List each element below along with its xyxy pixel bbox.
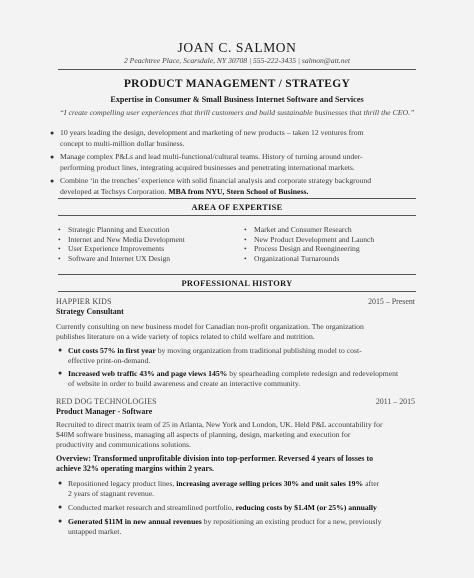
achievement-item: [58, 346, 418, 366]
job-dates: 2015 – Present: [368, 297, 415, 306]
expertise-label: Market and Consumer Research: [254, 225, 352, 234]
summary-line: Combine ‘in the trenches’ experience with solid financial analysis and corporate strategy background: [60, 176, 372, 185]
expertise-label: User Experience Improvements: [68, 244, 165, 253]
achievement-item: [58, 503, 418, 513]
expertise-label: Software and Internet UX Design: [68, 253, 171, 263]
summary-line: concept to multi-million dollar business.: [60, 138, 185, 148]
bullet-icon: ●: [50, 153, 55, 161]
bullet-icon: ●: [58, 479, 63, 487]
bullet-icon: •: [58, 234, 61, 244]
description-line: Currently consulting on new business model for Canadian non-profit organization. The organization: [56, 322, 364, 331]
resume-subtitle: Expertise in Consumer & Small Business Internet Software and Services: [110, 95, 364, 104]
overview-line: Overview: Transformed unprofitable division into top-performer. Reversed 4 years of losses to: [56, 454, 374, 463]
expertise-label: Strategic Planning and Execution: [68, 225, 170, 234]
expertise-item: [244, 225, 374, 235]
achievement-highlight: Increased web traffic 43% and page views 145%: [68, 369, 228, 378]
job-description: [56, 322, 416, 342]
bullet-icon: •: [244, 244, 247, 253]
achievement-text: by repositioning an existing product for a new, previously: [201, 517, 382, 526]
history-bottom-divider: [58, 291, 416, 292]
achievement-line: effective print-on-demand.: [68, 355, 151, 365]
summary-line: performing product lines, integrating acquired businesses and penetrating international markets.: [60, 162, 355, 172]
achievement-line: [68, 479, 418, 489]
job-role: Product Manager - Software: [56, 407, 153, 416]
achievement-line: untapped market.: [68, 526, 122, 536]
bullet-icon: ●: [58, 346, 63, 354]
expertise-left-column: [58, 225, 185, 263]
summary-highlight: MBA from NYU, Stern School of Business.: [168, 186, 309, 196]
achievement-highlight: Cut costs 57% in first year: [68, 346, 156, 355]
bullet-icon: ●: [50, 129, 55, 137]
achievement-highlight: reducing costs by $1.4M (or 25%) annually: [235, 503, 377, 512]
resume-title: PRODUCT MANAGEMENT / STRATEGY: [123, 78, 351, 90]
contact-line: 2 Peachtree Place, Scarsdale, NY 30708 | 555-222-3435 | salmon@att.net: [123, 56, 350, 65]
achievement-text: by spearheading complete redesign and redevelopment: [227, 369, 399, 378]
achievement-highlight: increasing average selling prices 30% and unit sales 19%: [176, 479, 364, 488]
personal-quote: “I create compelling user experiences that thrill customers and build sustainable businesses that thrill the CEO.”: [59, 108, 415, 117]
expertise-label: New Product Development and Launch: [254, 234, 375, 244]
bullet-icon: ●: [50, 177, 55, 185]
achievement-line: [68, 517, 418, 527]
summary-item: [50, 128, 405, 149]
summary-item: [50, 152, 405, 173]
achievement-text: Conducted market research and streamlined portfolio,: [68, 503, 236, 512]
history-top-divider: [58, 274, 416, 275]
expertise-label: Internet and New Media Development: [68, 234, 185, 244]
achievement-line: [68, 503, 418, 513]
achievement-item: [58, 479, 418, 499]
bullet-icon: ●: [58, 503, 63, 511]
job-dates: 2011 – 2015: [375, 397, 415, 406]
description-line: productivity and communications solutions.: [56, 439, 191, 449]
achievement-line: [68, 369, 418, 379]
header-divider: [58, 69, 416, 70]
overview-line: achieve 32% operating margins within 2 years.: [56, 464, 215, 474]
achievement-text: Repositioned legacy product lines,: [68, 479, 177, 488]
job-role: Strategy Consultant: [56, 307, 124, 316]
candidate-name: JOAN C. SALMON: [177, 40, 297, 55]
expertise-item: [58, 254, 185, 264]
achievement-item: [58, 369, 418, 389]
summary-text: developed at Techsys Corporation.: [60, 186, 169, 196]
achievement-item: [58, 517, 418, 537]
description-line: Recruited to direct matrix team of 25 in Atlanta, New York and London, UK. Held P&L accountability for: [56, 420, 383, 429]
achievement-line: of website in order to build awareness and create an interactive community.: [68, 378, 301, 388]
bullet-icon: ●: [58, 517, 63, 525]
expertise-item: [58, 225, 185, 235]
expertise-item: [244, 254, 374, 264]
achievement-text: by moving organization from traditional publishing model to cost-: [155, 346, 362, 355]
expertise-item: [58, 235, 185, 245]
bullet-icon: •: [244, 225, 247, 234]
expertise-heading: AREA OF EXPERTISE: [191, 203, 283, 212]
expertise-label: Organizational Turnarounds: [254, 253, 340, 263]
company-name: RED DOG TECHNOLOGIES: [56, 397, 157, 406]
description-line: $40M software business, managing all aspects of planning, design, marketing and execution for: [56, 429, 351, 439]
bullet-icon: •: [244, 234, 247, 244]
expertise-right-column: [244, 225, 374, 263]
expertise-item: [58, 244, 185, 254]
history-heading: PROFESSIONAL HISTORY: [181, 279, 293, 288]
bullet-icon: •: [244, 253, 247, 263]
expertise-bottom-divider: [58, 215, 416, 216]
summary-line: [60, 187, 405, 198]
summary-item: [50, 176, 405, 197]
expertise-top-divider: [58, 198, 416, 199]
bullet-icon: •: [58, 244, 61, 253]
expertise-item: [244, 235, 374, 245]
job-overview: [56, 454, 416, 474]
achievement-text: after: [363, 479, 380, 488]
achievement-line: [68, 346, 418, 356]
expertise-label: Process Design and Reengineering: [254, 244, 360, 253]
bullet-icon: ●: [58, 369, 63, 377]
description-line: publishes literature on a wide variety of topics related to child welfare and nutrition.: [56, 331, 315, 341]
bullet-icon: •: [58, 253, 61, 263]
company-name: HAPPIER KIDS: [56, 297, 112, 306]
expertise-item: [244, 244, 374, 254]
summary-line: 10 years leading the design, development and marketing of new products – taken 12 ventures from: [60, 128, 364, 137]
job-description: [56, 420, 416, 449]
achievement-line: 2 years of stagnant revenue.: [68, 488, 155, 498]
summary-line: Manage complex P&Ls and lead multi-functional/cultural teams. History of turning around under-: [60, 152, 363, 161]
achievement-highlight: Generated $11M in new annual revenues: [68, 517, 202, 526]
bullet-icon: •: [58, 225, 61, 234]
